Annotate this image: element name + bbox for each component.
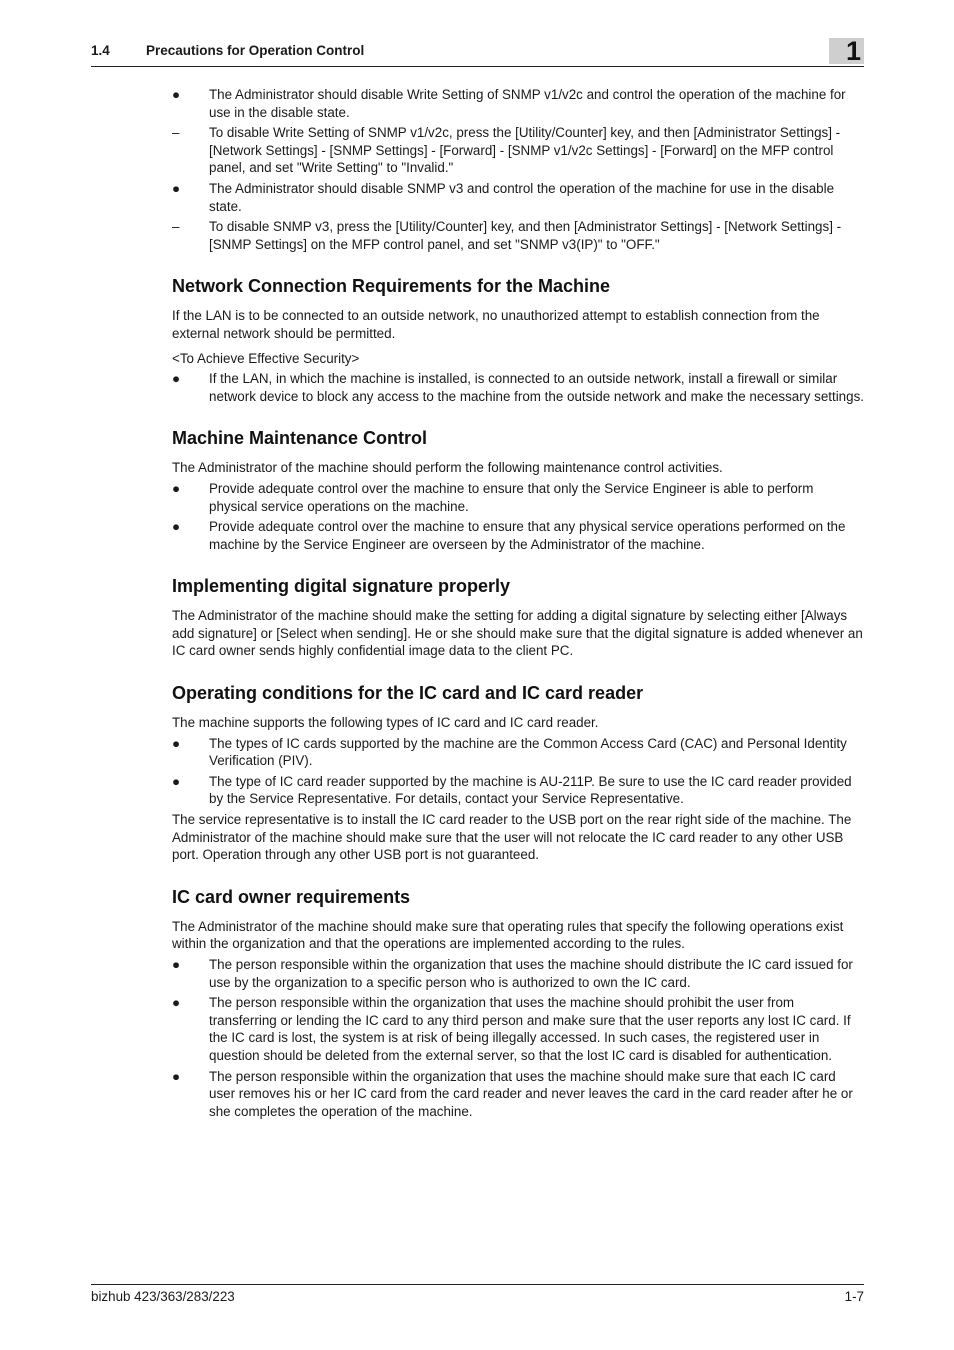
page-content: [172, 86, 864, 1123]
bullet-marker: ●: [172, 1068, 181, 1084]
paragraph: If the LAN is to be connected to an outside network, no unauthorized attempt to establish connection from the external network should be permitted.: [172, 308, 820, 341]
list-item: [172, 1068, 864, 1121]
dash-marker: –: [172, 125, 180, 141]
heading-ic-card-conditions: Operating conditions for the IC card and IC card reader: [172, 683, 644, 704]
page-number: 1-7: [844, 1289, 864, 1304]
list-item-text: The person responsible within the organization that uses the machine should make sure that each IC card user removes his or her IC card from the card reader and never leaves the card in the card reader after he or she completes the operation of the machine.: [209, 1068, 853, 1119]
bullet-marker: ●: [172, 735, 181, 751]
list-item: [172, 480, 864, 515]
page-header: [91, 36, 864, 67]
list-item-text: To disable Write Setting of SNMP v1/v2c, press the [Utility/Counter] key, and then [Administrator Settings] - [Network Settings] - [SNMP Settings] - [Forward] - [SNMP v1/v2c Settings] - [Forward] on the MFP control panel, and set "Write Setting" to "Invalid.": [209, 125, 841, 176]
bullet-marker: ●: [172, 480, 181, 496]
subheading-effective-security: <To Achieve Effective Security>: [172, 350, 360, 366]
list-item-text: To disable SNMP v3, press the [Utility/Counter] key, and then [Administrator Settings] - [Network Settings] - [SNMP Settings] on the MFP control panel, and set "SNMP v3(IP)" to "OFF.": [209, 219, 842, 252]
list-item: [172, 180, 864, 215]
paragraph: The Administrator of the machine should make the setting for adding a digital signature by selecting either [Always add signature] or [Select when sending]. He or she should make sure that the digital signature is added whenever an IC card owner sends highly confidential image data to the client PC.: [172, 608, 863, 659]
list-item-text: The types of IC cards supported by the machine are the Common Access Card (CAC) and Personal Identity Verification (PIV).: [209, 735, 847, 769]
list-item: [172, 773, 864, 808]
bullet-marker: ●: [172, 995, 181, 1011]
chapter-number: 1: [845, 36, 861, 66]
bullet-marker: ●: [172, 519, 181, 535]
list-item: [172, 124, 864, 177]
list-item-text: Provide adequate control over the machine to ensure that only the Service Engineer is able to perform physical service operations on the machine.: [209, 480, 814, 514]
heading-network-connection: Network Connection Requirements for the Machine: [172, 276, 611, 297]
list-item: [172, 956, 864, 991]
heading-machine-maintenance: Machine Maintenance Control: [172, 428, 428, 449]
paragraph: The machine supports the following types of IC card and IC card reader.: [172, 715, 599, 731]
list-item: [172, 218, 864, 253]
bullet-marker: ●: [172, 87, 181, 102]
list-item: [172, 518, 864, 553]
list-item-text: The type of IC card reader supported by the machine is AU-211P. Be sure to use the IC card reader provided by the Service Representative. For details, contact your Service Representative.: [209, 773, 852, 807]
product-name: bizhub 423/363/283/223: [91, 1289, 235, 1304]
list-item-text: The person responsible within the organization that uses the machine should distribute the IC card issued for use by the organization to a specific person who is authorized to own the IC card.: [209, 957, 853, 990]
page-footer: [91, 1284, 864, 1307]
paragraph: The Administrator of the machine should perform the following maintenance control activities.: [172, 460, 723, 476]
list-item: [172, 994, 864, 1064]
dash-marker: –: [172, 219, 180, 235]
section-title: Precautions for Operation Control: [146, 43, 365, 58]
list-item: [172, 370, 864, 405]
heading-digital-signature: Implementing digital signature properly: [172, 576, 511, 597]
list-item: [172, 86, 864, 121]
list-item-text: If the LAN, in which the machine is installed, is connected to an outside network, install a firewall or similar network device to block any access to the machine from the outside network and make the necessary settings.: [209, 371, 864, 404]
section-number: 1.4: [91, 43, 110, 58]
list-item-text: The Administrator should disable Write Setting of SNMP v1/v2c and control the operation of the machine for use in the disable state.: [209, 87, 846, 120]
bullet-marker: ●: [172, 180, 181, 196]
paragraph: The Administrator of the machine should make sure that operating rules that specify the following operations exist within the organization and that the operations are implemented according to the rules.: [172, 918, 844, 952]
list-item-text: The person responsible within the organization that uses the machine should prohibit the user from transferring or lending the IC card to any third person and make sure that the user reports any lost IC card. If the IC card is lost, the system is at risk of being illegally accessed. In such cases, the registered user in question should be deleted from the external server, so that the lost IC card is disabled for authentication.: [209, 995, 851, 1063]
heading-ic-card-owner: IC card owner requirements: [172, 886, 411, 907]
paragraph: The service representative is to install the IC card reader to the USB port on the rear right side of the machine. The Administrator of the machine should make sure that the user will not relocate the IC card reader to any other USB port. Operation through any other USB port is not guaranteed.: [172, 812, 852, 863]
bullet-marker: ●: [172, 957, 181, 972]
bullet-marker: ●: [172, 371, 181, 387]
list-item-text: Provide adequate control over the machine to ensure that any physical service operations performed on the machine by the Service Engineer are overseen by the Administrator of the machine.: [209, 519, 846, 552]
list-item: [172, 735, 864, 770]
list-item-text: The Administrator should disable SNMP v3 and control the operation of the machine for use in the disable state.: [209, 180, 835, 214]
bullet-marker: ●: [172, 773, 181, 789]
